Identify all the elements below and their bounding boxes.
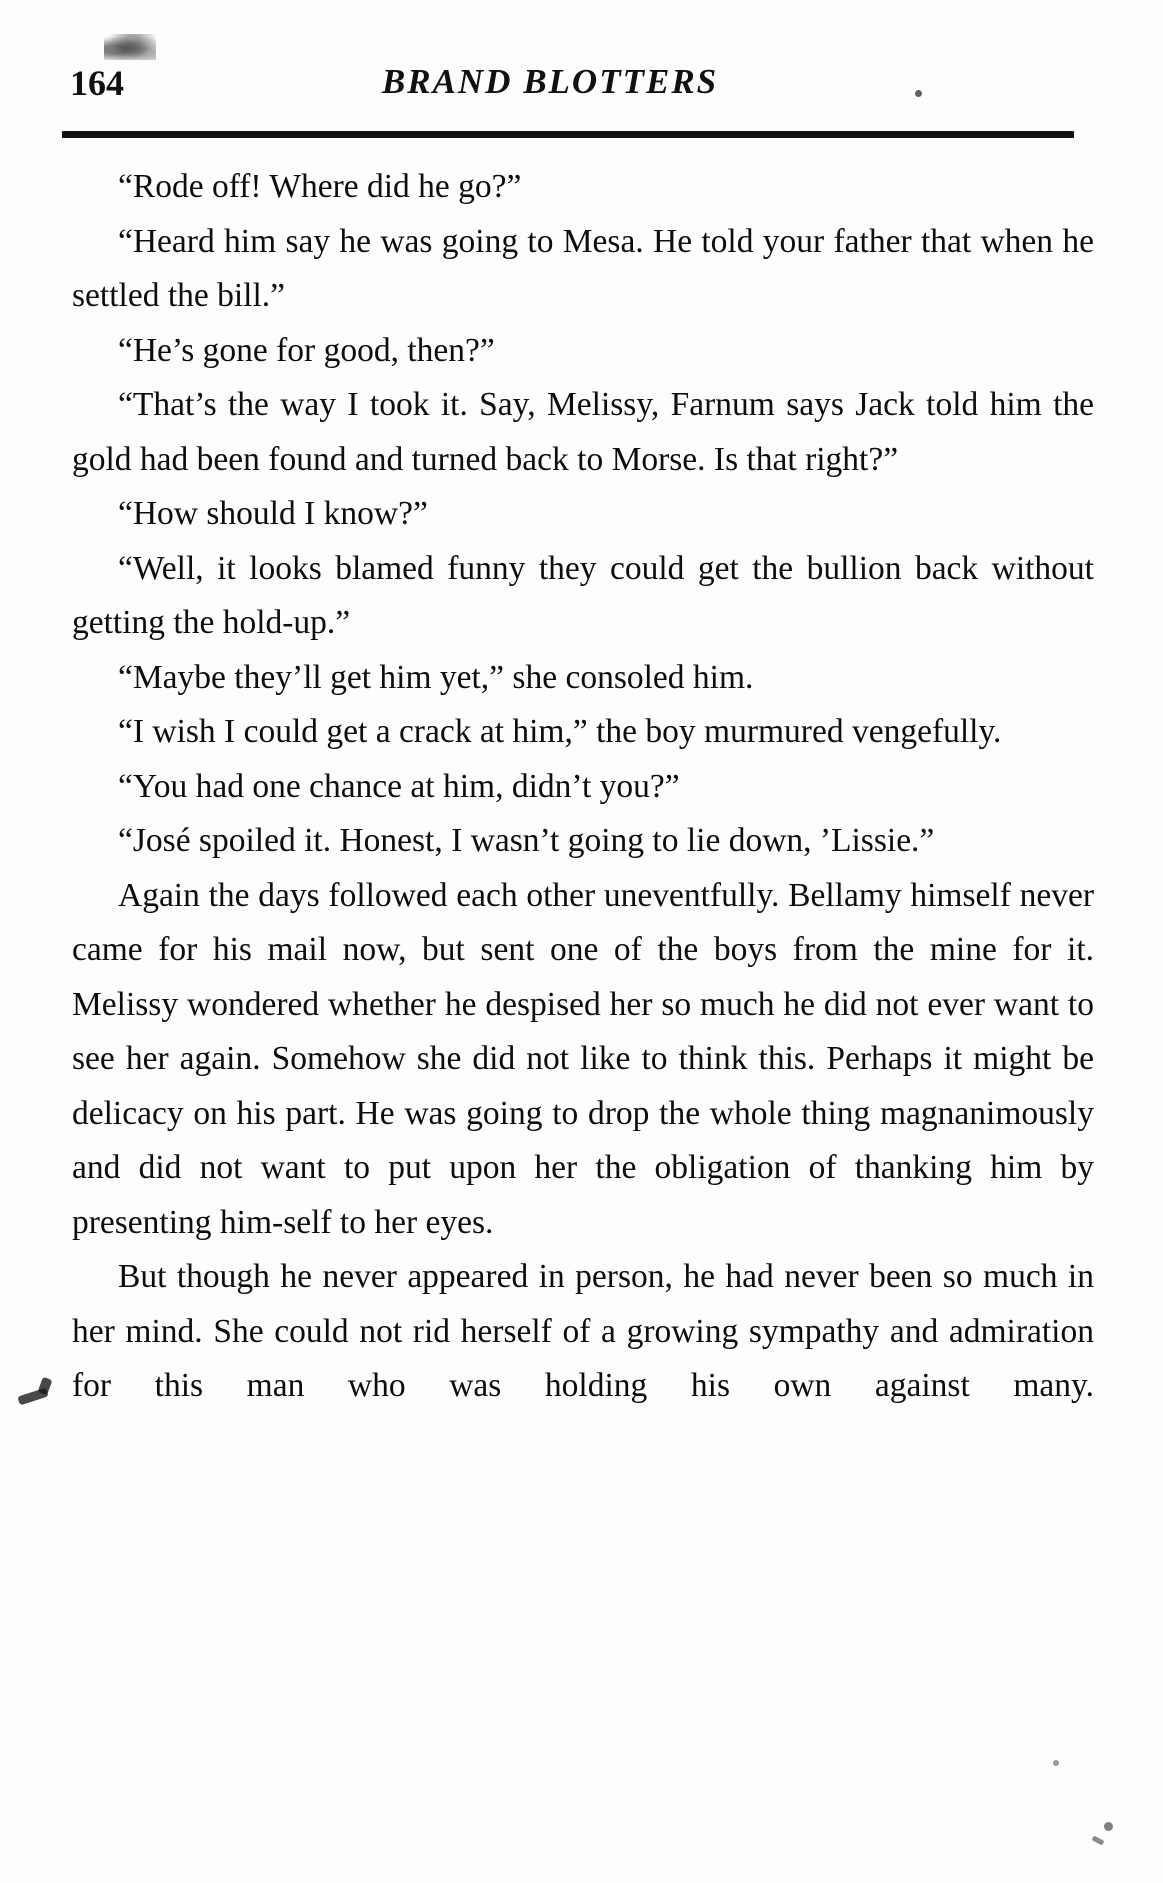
paragraph: “Rode off! Where did he go?” [118,168,522,205]
paragraph: But though he never appeared in person, he had never been so much in her mind. She could not rid herself of a growing sympathy and admiration for this man who was holding his own against many. [72,1258,1094,1404]
page-header [70,62,890,120]
ink-speck-icon [1053,1760,1059,1766]
paragraph: “José spoiled it. Honest, I wasn’t going to lie down, ’Lissie.” [118,822,935,859]
ink-speck-icon [915,90,922,97]
paragraph: “Maybe they’ll get him yet,” she consoled him. [118,658,754,696]
header-rule [62,131,1074,138]
paragraph: “How should I know?” [118,495,428,532]
paragraph: “Heard him say he was going to Mesa. He told your father that when he settled the bill.” [72,222,1094,314]
paragraph: “He’s gone for good, then?” [118,331,495,369]
page-body [72,160,1094,1414]
ink-mark-icon [17,1388,48,1406]
ink-mark-icon [38,1377,53,1395]
ink-speck-icon [1092,1835,1105,1845]
paragraph: “I wish I could get a crack at him,” the boy murmured vengefully. [118,713,1002,750]
ink-speck-icon [1104,1822,1113,1831]
page-number: 164 [70,63,124,103]
paragraph: Again the days followed each other uneventfully. Bellamy himself never came for his mail now, but sent one of the boys from the mine for it. Melissy wondered whether he despised her so much he did not ever want to see her again. Somehow she did not like to think this. Perhaps it might be delicacy on his part. He was going to drop the whole thing magnanimously and did not want to put upon her the obligation of thanking him by presenting him-self to her eyes. [72,876,1094,1241]
running-head-title: BRAND BLOTTERS [381,62,719,101]
paragraph: “Well, it looks blamed funny they could get the bullion back without getting the hold-up.” [72,549,1094,641]
paragraph: “That’s the way I took it. Say, Melissy, Farnum says Jack told him the gold had been found and turned back to Morse. Is that right?” [72,386,1094,478]
paragraph: “You had one chance at him, didn’t you?” [118,767,680,805]
